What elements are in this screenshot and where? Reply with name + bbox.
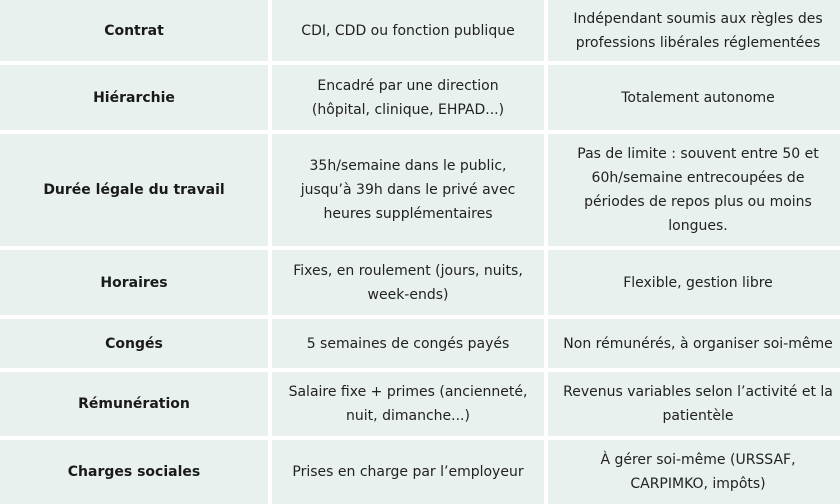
cell-line: 35h/semaine dans le public, (309, 158, 507, 174)
independent-cell-hierarchie (548, 65, 840, 130)
independent-cell-horaires (548, 250, 840, 315)
cell-line: Pas de limite : souvent entre 50 et (577, 146, 819, 162)
employee-cell-remuneration (272, 372, 544, 436)
cell-line: 5 semaines de congés payés (306, 335, 510, 352)
row-label-text: Horaires (100, 274, 168, 291)
employee-cell-horaires (272, 250, 544, 315)
independent-cell-remuneration (548, 372, 840, 436)
independent-cell-duree-legale (548, 134, 840, 246)
cell-line: périodes de repos plus ou moins (584, 194, 812, 210)
row-label-text: Congés (105, 335, 163, 352)
cell-line: Totalement autonome (621, 89, 775, 106)
employee-cell-charges-sociales (272, 440, 544, 504)
row-label-duree-legale (0, 134, 268, 246)
cell-line: CARPIMKO, impôts) (630, 476, 766, 492)
employee-cell-duree-legale (272, 134, 544, 246)
cell-line: professions libérales réglementées (575, 34, 821, 51)
cell-line: CDI, CDD ou fonction publique (301, 22, 515, 39)
independent-cell-contrat (548, 0, 840, 61)
cell-line: heures supplémentaires (323, 206, 493, 222)
cell-line: Revenus variables selon l’activité et la (563, 384, 833, 400)
cell-line: 60h/semaine entrecoupées de (591, 170, 805, 186)
cell-line: jusqu’à 39h dans le privé avec (300, 182, 516, 198)
row-label-hierarchie (0, 65, 268, 130)
employee-cell-hierarchie (272, 65, 544, 130)
row-label-remuneration (0, 372, 268, 436)
independent-cell-charges-sociales (548, 440, 840, 504)
row-label-horaires (0, 250, 268, 315)
employee-cell-contrat (272, 0, 544, 61)
row-label-text: Contrat (104, 22, 164, 39)
cell-line: Prises en charge par l’employeur (292, 464, 524, 480)
cell-line: Salaire fixe + primes (ancienneté, (288, 384, 528, 400)
independent-cell-conges (548, 319, 840, 368)
cell-line: Non rémunérés, à organiser soi-même (563, 335, 833, 352)
cell-line: Fixes, en roulement (jours, nuits, (293, 262, 523, 279)
row-label-text: Hiérarchie (93, 89, 175, 106)
row-label-text: Durée légale du travail (43, 182, 225, 198)
row-label-text: Rémunération (78, 396, 190, 412)
row-label-conges (0, 319, 268, 368)
cell-line: nuit, dimanche...) (346, 408, 470, 424)
cell-line: (hôpital, clinique, EHPAD...) (311, 101, 505, 118)
row-label-charges-sociales (0, 440, 268, 504)
cell-line: patientèle (662, 408, 734, 424)
cell-line: longues. (668, 218, 728, 234)
cell-line: week-ends) (367, 286, 449, 303)
employee-cell-conges (272, 319, 544, 368)
cell-line: Flexible, gestion libre (623, 274, 773, 291)
cell-line: Indépendant soumis aux règles des (573, 10, 823, 27)
row-label-contrat (0, 0, 268, 61)
row-label-text: Charges sociales (67, 464, 201, 480)
cell-line: Encadré par une direction (317, 77, 499, 94)
cell-line: À gérer soi-même (URSSAF, (600, 452, 796, 468)
